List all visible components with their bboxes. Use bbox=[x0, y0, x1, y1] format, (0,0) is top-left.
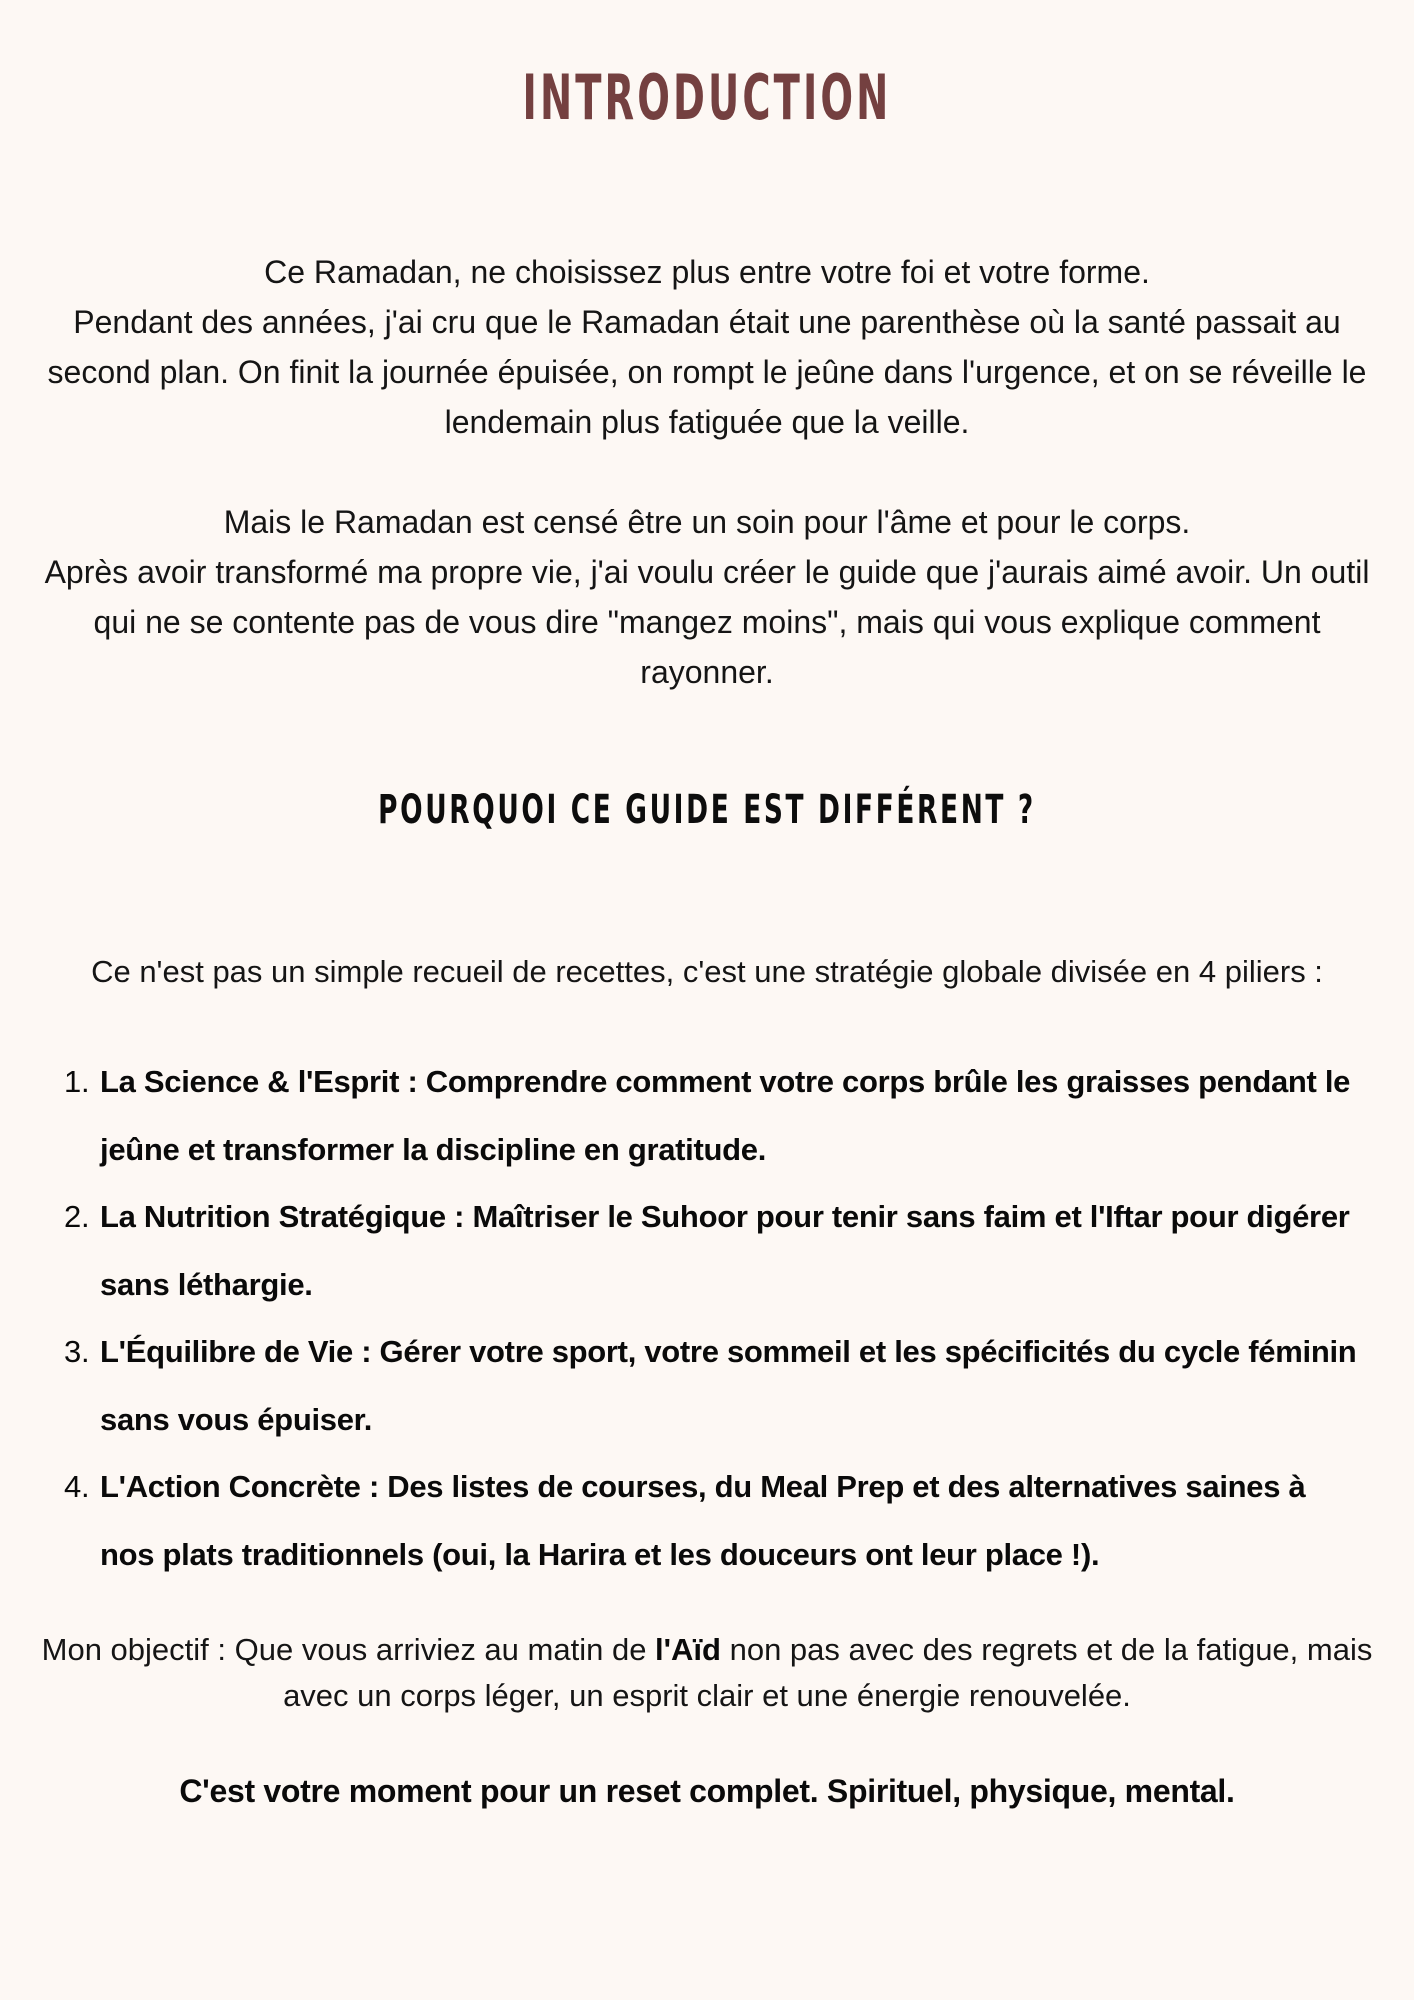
section-title: POURQUOI CE GUIDE EST DIFFÉRENT ? bbox=[378, 787, 1036, 833]
pillar-item-science bbox=[60, 1048, 1360, 1183]
intro-paragraph-2-body: Après avoir transformé ma propre vie, j'ai voulu créer le guide que j'aurais aimé avoir. Un outil qui ne se contente pas de vous dire "mangez moins", mais qui vous explique comment rayonner. bbox=[44, 554, 1370, 690]
objective-paragraph bbox=[30, 1627, 1384, 1719]
page-title: INTRODUCTION bbox=[522, 61, 892, 134]
intro-paragraph-2 bbox=[30, 497, 1384, 697]
pillars-list bbox=[60, 1048, 1360, 1588]
objective-prefix: Mon objectif : Que vous arriviez au matin de bbox=[41, 1632, 656, 1667]
pillar-number: 2. bbox=[64, 1199, 90, 1234]
intro-paragraph-2-lead: Mais le Ramadan est censé être un soin pour l'âme et pour le corps. bbox=[223, 504, 1191, 540]
intro-paragraph-1 bbox=[30, 247, 1384, 447]
pillar-item-action bbox=[60, 1453, 1360, 1588]
pillar-number: 1. bbox=[64, 1064, 90, 1099]
pillar-number: 4. bbox=[64, 1469, 90, 1504]
intro-section bbox=[30, 247, 1384, 697]
pillar-text: L'Action Concrète : Des listes de courses, du Meal Prep et des alternatives saines à nos plats traditionnels (oui, la Harira et les douceurs ont leur place !). bbox=[100, 1469, 1306, 1572]
pillar-text: La Nutrition Stratégique : Maîtriser le Suhoor pour tenir sans faim et l'Iftar pour digérer sans léthargie. bbox=[100, 1199, 1350, 1302]
pillar-text: L'Équilibre de Vie : Gérer votre sport, votre sommeil et les spécificités du cycle féminin sans vous épuiser. bbox=[100, 1334, 1357, 1437]
objective-suffix: non pas avec des regrets et de la fatigue, mais avec un corps léger, un esprit clair et une énergie renouvelée. bbox=[283, 1632, 1373, 1713]
pillar-item-nutrition bbox=[60, 1183, 1360, 1318]
closing-statement: C'est votre moment pour un reset complet. Spirituel, physique, mental. bbox=[179, 1773, 1235, 1809]
pillar-text: La Science & l'Esprit : Comprendre comment votre corps brûle les graisses pendant le jeûne et transformer la discipline en gratitude. bbox=[100, 1064, 1351, 1167]
section-lead: Ce n'est pas un simple recueil de recettes, c'est une stratégie globale divisée en 4 piliers : bbox=[91, 954, 1323, 989]
intro-paragraph-1-lead: Ce Ramadan, ne choisissez plus entre votre foi et votre forme. bbox=[264, 254, 1150, 290]
intro-paragraph-1-body: Pendant des années, j'ai cru que le Ramadan était une parenthèse où la santé passait au second plan. On finit la journée épuisée, on rompt le jeûne dans l'urgence, et on se réveille le lendemain plus fatiguée que la veille. bbox=[47, 304, 1367, 440]
objective-highlight: l'Aïd bbox=[655, 1632, 721, 1667]
pillar-item-equilibre bbox=[60, 1318, 1360, 1453]
pillar-number: 3. bbox=[64, 1334, 90, 1369]
